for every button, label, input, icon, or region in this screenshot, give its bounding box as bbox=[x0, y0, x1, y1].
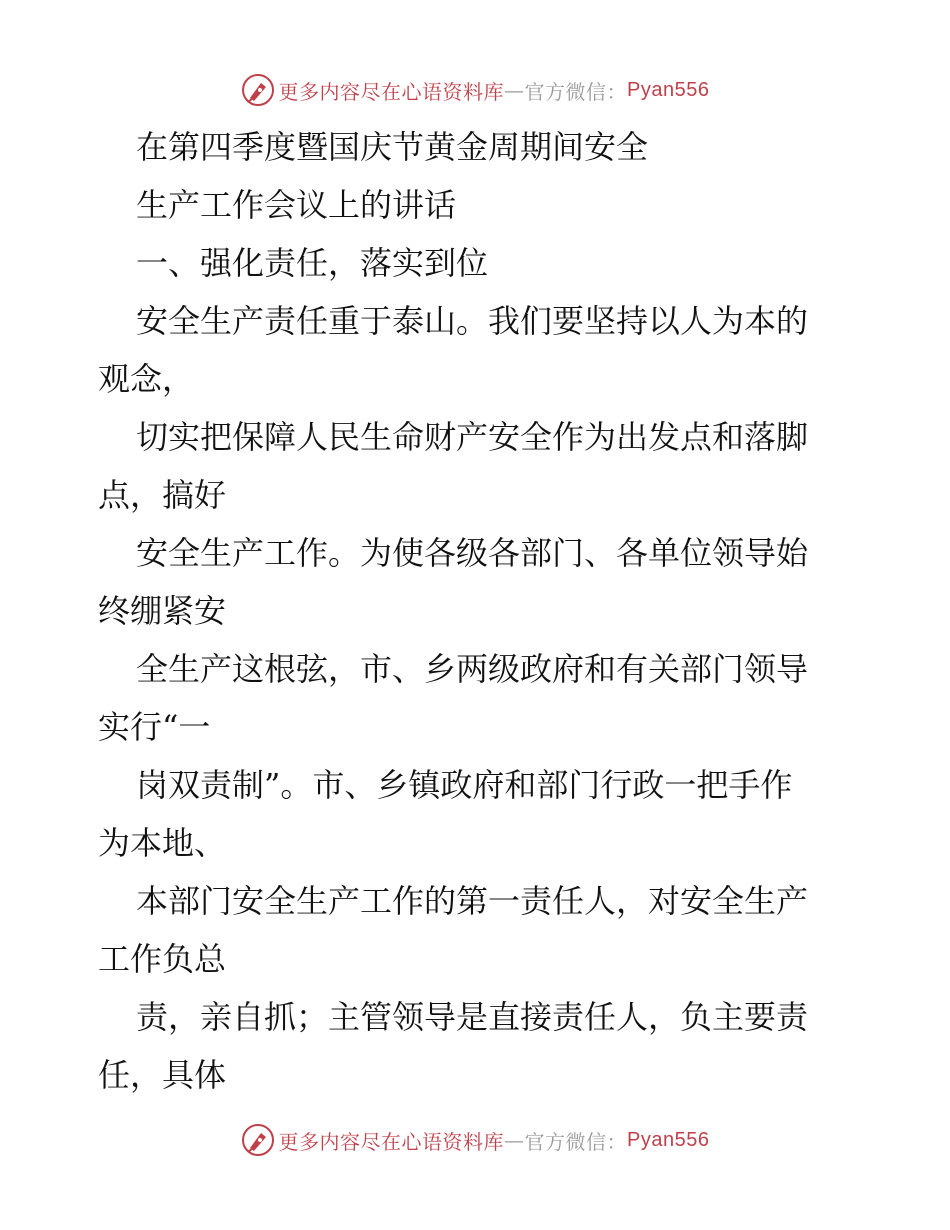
section-heading: 一、强化责任，落实到位 bbox=[136, 244, 489, 282]
doc-title-line-2: 生产工作会议上的讲话 bbox=[136, 186, 457, 224]
paragraph-line: 切实把保障人民生命财产安全作为出发点和落脚 bbox=[136, 418, 809, 456]
paragraph-line: 实行“一 bbox=[98, 708, 211, 746]
paragraph-line: 终绷紧安 bbox=[98, 592, 227, 630]
pen-nib-icon bbox=[241, 1123, 275, 1157]
watermark-wechat-label: 官方微信： bbox=[524, 79, 628, 104]
watermark-banner-bottom bbox=[0, 1120, 950, 1160]
paragraph-line: 任，具体 bbox=[98, 1056, 227, 1094]
document-body bbox=[98, 118, 878, 1104]
watermark-wechat-id: Pyan556 bbox=[627, 78, 710, 101]
watermark-brand: 更多内容尽在心语资料库 bbox=[278, 79, 505, 104]
paragraph-line: 岗双责制”。市、乡镇政府和部门行政一把手作 bbox=[136, 766, 793, 804]
paragraph-line: 工作负总 bbox=[98, 940, 227, 978]
watermark-wechat-id: Pyan556 bbox=[627, 1128, 710, 1151]
paragraph-line: 安全生产责任重于泰山。我们要坚持以人为本的 bbox=[136, 302, 809, 340]
paragraph-line: 点，搞好 bbox=[98, 476, 227, 514]
paragraph-line: 为本地、 bbox=[98, 824, 227, 862]
paragraph-line: 全生产这根弦，市、乡两级政府和有关部门领导 bbox=[136, 650, 809, 688]
paragraph-line: 安全生产工作。为使各级各部门、各单位领导始 bbox=[136, 534, 809, 572]
watermark-wechat-label: 官方微信： bbox=[524, 1129, 628, 1154]
watermark-brand: 更多内容尽在心语资料库 bbox=[278, 1129, 505, 1154]
watermark-dash: — bbox=[504, 1128, 525, 1152]
watermark-banner-top bbox=[0, 70, 950, 110]
pen-nib-icon bbox=[241, 73, 275, 107]
watermark-dash: — bbox=[504, 78, 525, 102]
paragraph-line: 本部门安全生产工作的第一责任人，对安全生产 bbox=[136, 882, 809, 920]
paragraph-line: 责，亲自抓；主管领导是直接责任人，负主要责 bbox=[136, 998, 809, 1036]
paragraph-line: 观念， bbox=[98, 360, 195, 398]
doc-title-line-1: 在第四季度暨国庆节黄金周期间安全 bbox=[136, 128, 649, 166]
